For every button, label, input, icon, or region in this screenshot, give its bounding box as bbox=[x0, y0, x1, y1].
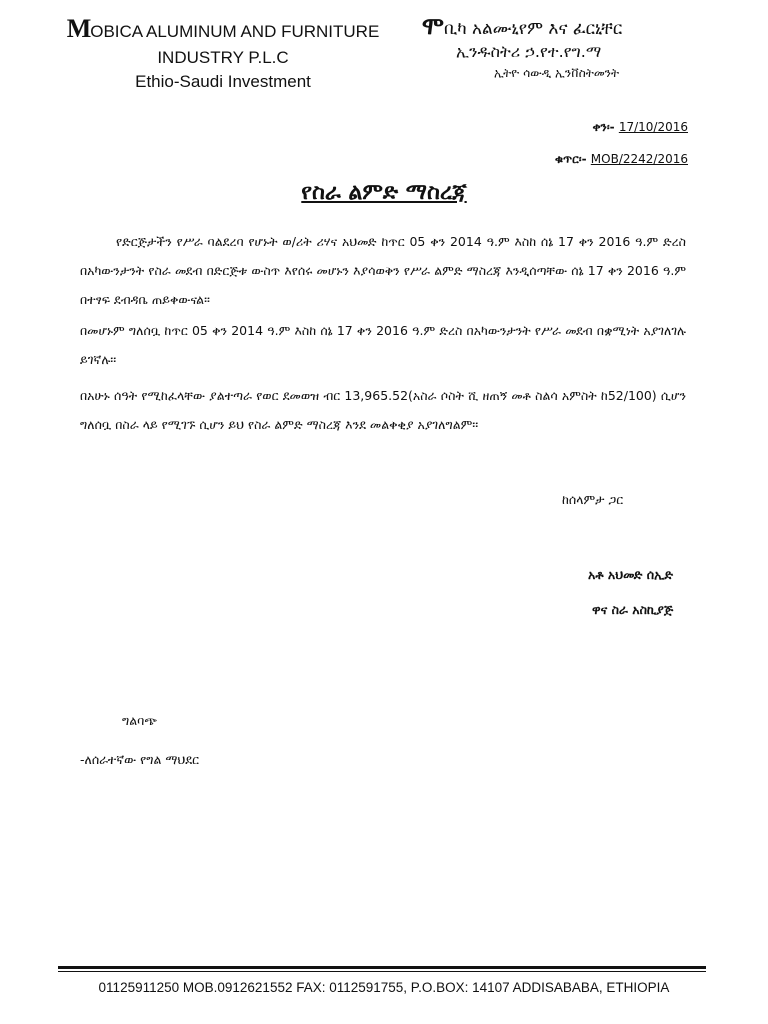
letterhead-english bbox=[58, 14, 388, 92]
company-subtitle-en: Ethio-Saudi Investment bbox=[135, 72, 311, 91]
date-value: 17/10/2016 bbox=[618, 120, 688, 134]
cc-label: ግልባጭ bbox=[122, 713, 157, 728]
signatory-name: አቶ አህመድ ሰኢድ bbox=[588, 567, 674, 582]
company-name-en-line1: MOBICA ALUMINUM AND FURNITURE bbox=[66, 14, 380, 43]
cc-item: -ለሰራተኛው የግል ማህደር bbox=[80, 752, 200, 767]
company-name-en-line2: INDUSTRY P.L.C bbox=[157, 48, 289, 67]
letter-date bbox=[592, 120, 688, 135]
logo-initial-m: M bbox=[66, 14, 91, 43]
footer-rule-thin bbox=[58, 971, 706, 972]
reference-label: ቁጥር፡- bbox=[554, 152, 591, 166]
company-subtitle-am: ኢትዮ ሳውዲ ኢንቨስትመንት bbox=[494, 66, 620, 80]
body-paragraph-3: በአሁኑ ሰዓት የሚከፈላቸው ያልተጣራ የወር ደመወዝ ብር 13,965.52(አስራ ሶስት ሺ ዘጠኝ መቶ ስልሳ አምስት ከ52/100) ሲሆን ግለሰቧ በስራ ላይ የሚገኙ ሲሆን ይህ የስራ ልምድ ማስረጃ እንደ መልቀቂያ አያገለግልም፡፡ bbox=[80, 388, 686, 432]
letter-reference bbox=[555, 152, 688, 167]
letter-title: የስራ ልምድ ማስረጃ bbox=[301, 180, 467, 205]
footer-contact: 01125911250 MOB.0912621552 FAX: 0112591755, P.O.BOX: 14107 ADDISABABA, ETHIOPIA bbox=[98, 980, 670, 995]
body-paragraph-1: የድርጅታችን የሥራ ባልደረባ የሆኑት ወ/ሪት ሪሃና አህመድ ከጥር 05 ቀን 2014 ዓ.ም እስከ ሰኔ 17 ቀን 2016 ዓ.ም ድረስ በአካውንታንት የስራ መደብ በድርጅቱ ውስጥ እየሰሩ መሆኑን እያሳወቅን የሥራ ልምድ ማስረጃ እንዲሰጣቸው ሰኔ 17 ቀን 2016 ዓ.ም በተፃፍ ደብዳቤ ጠይቀውናል፡፡ bbox=[80, 234, 686, 307]
company-name-am-line1: ሞቢካ አልሙኒየም እና ፈርኒቸር bbox=[422, 12, 623, 40]
closing-salutation: ከሰላምታ ጋር bbox=[562, 492, 624, 507]
reference-value: MOB/2242/2016 bbox=[590, 152, 688, 166]
letterhead-amharic bbox=[422, 12, 702, 81]
date-label: ቀን፡- bbox=[592, 120, 619, 134]
body-paragraph-2: በመሆኑም ግለሰቧ ከጥር 05 ቀን 2014 ዓ.ም እስከ ሰኔ 17 ቀን 2016 ዓ.ም ድረስ በአካውንታንት የሥራ መደብ በቋሚነት አያገለገሉ ይገኛሉ፡፡ bbox=[80, 323, 686, 367]
signatory-position: ዋና ስራ አስኪያጅ bbox=[592, 602, 674, 617]
company-name-am-line2: ኢንዱስትሪ ኃ.የተ.የግ.ማ bbox=[456, 42, 602, 61]
logo-initial-mo: ሞ bbox=[422, 12, 444, 40]
footer-rule-thick bbox=[58, 966, 706, 969]
